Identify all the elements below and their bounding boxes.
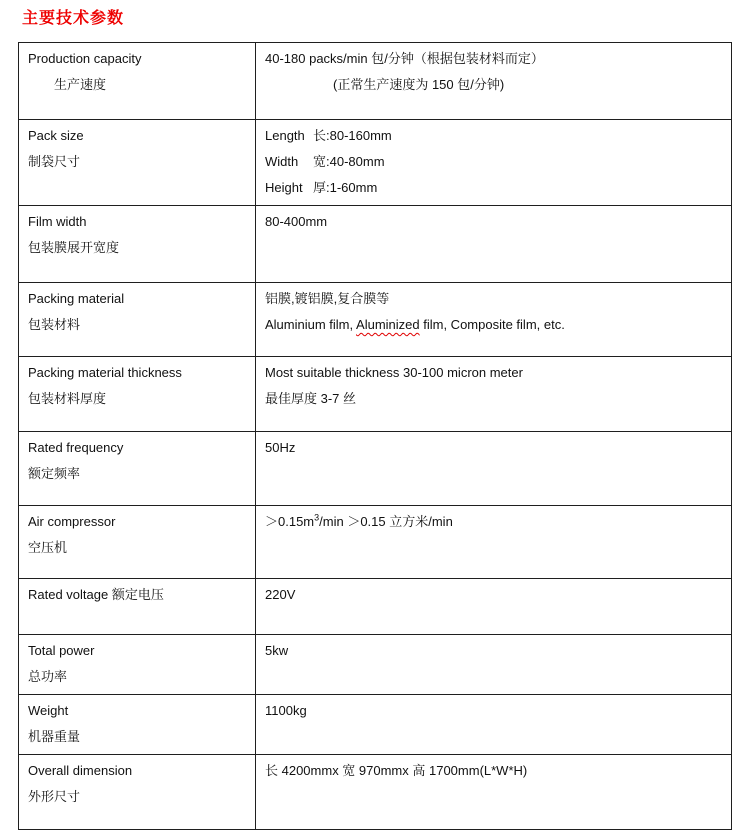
param-name-en: Weight	[28, 703, 69, 718]
param-value-line: 铝膜,镀铝膜,复合膜等	[265, 291, 390, 306]
param-name-zh: 外形尺寸	[28, 789, 81, 804]
dimension-value: 厚:1-60mm	[313, 180, 378, 195]
param-name-en: Packing material thickness	[28, 365, 182, 380]
param-name-cell-weight	[19, 695, 256, 755]
param-value-line: 50Hz	[265, 440, 296, 455]
param-value-cell-air-compressor	[256, 506, 732, 579]
param-name-en: Air compressor	[28, 514, 116, 529]
table-row-film-width	[19, 206, 732, 283]
param-value-cell-weight	[256, 695, 732, 755]
value-text-segment: film, Composite film, etc.	[419, 317, 565, 332]
table-row-rated-voltage	[19, 579, 732, 635]
param-name-cell-packing-material	[19, 283, 256, 357]
value-text-segment: ＞0.15m	[265, 514, 315, 529]
param-name-cell-film-width	[19, 206, 256, 283]
param-name-cell-production-capacity	[19, 43, 256, 120]
dimension-label: Height	[265, 180, 303, 195]
spec-table	[18, 42, 732, 830]
param-value-line	[265, 153, 723, 170]
spec-sheet	[0, 8, 750, 822]
dimension-value: 宽:40-80mm	[313, 154, 385, 169]
table-row-overall-dimension	[19, 755, 732, 830]
param-value-line: Most suitable thickness 30-100 micron meter	[265, 365, 523, 380]
param-value-cell-pack-size	[256, 120, 732, 206]
dimension-label: Length	[265, 128, 305, 143]
table-row-production-capacity	[19, 43, 732, 120]
param-name-cell-air-compressor	[19, 506, 256, 579]
param-value-line: 1100kg	[265, 703, 307, 718]
param-name-cell-rated-frequency	[19, 432, 256, 506]
param-name-en: Packing material	[28, 291, 125, 306]
param-value-line: 长 4200mmx 宽 970mmx 高 1700mm(L*W*H)	[265, 763, 528, 778]
param-name-zh: 制袋尺寸	[28, 154, 81, 169]
param-name-en: Rated voltage 额定电压	[28, 587, 164, 602]
param-name-zh: 包装膜展开宽度	[28, 240, 120, 255]
param-name-en: Pack size	[28, 128, 84, 143]
page-title: 主要技术参数	[22, 10, 125, 27]
param-name-zh: 机器重量	[28, 729, 81, 744]
param-value-cell-film-width	[256, 206, 732, 283]
param-name-zh: 总功率	[28, 669, 68, 684]
param-name-zh: 包装材料	[28, 317, 81, 332]
param-name-cell-overall-dimension	[19, 755, 256, 830]
value-text-segment: Aluminium film,	[265, 317, 357, 332]
param-name-zh: 包装材料厚度	[28, 391, 107, 406]
table-row-total-power	[19, 635, 732, 695]
param-value-line: 40-180 packs/min 包/分钟（根据包装材料而定）	[265, 51, 544, 66]
dimension-value: 长:80-160mm	[313, 128, 392, 143]
table-row-packing-material-thickness	[19, 357, 732, 432]
param-name-en: Rated frequency	[28, 440, 124, 455]
param-name-cell-rated-voltage	[19, 579, 256, 635]
param-value-cell-packing-material-thickness	[256, 357, 732, 432]
value-text-segment: /min ＞0.15 立方米/min	[319, 514, 453, 529]
param-value-cell-packing-material	[256, 283, 732, 357]
param-name-zh: 空压机	[28, 540, 68, 555]
table-row-pack-size	[19, 120, 732, 206]
param-value-cell-overall-dimension	[256, 755, 732, 830]
param-value-line	[265, 513, 723, 530]
param-value-line: 220V	[265, 587, 296, 602]
param-value-cell-production-capacity	[256, 43, 732, 120]
param-value-cell-total-power	[256, 635, 732, 695]
param-name-en: Film width	[28, 214, 87, 229]
param-value-cell-rated-frequency	[256, 432, 732, 506]
table-row-rated-frequency	[19, 432, 732, 506]
param-name-zh: 额定频率	[28, 466, 81, 481]
table-row-packing-material	[19, 283, 732, 357]
param-name-cell-pack-size	[19, 120, 256, 206]
param-name-en: Total power	[28, 643, 95, 658]
param-value-line: 5kw	[265, 643, 289, 658]
param-value-line: 80-400mm	[265, 214, 328, 229]
param-name-cell-total-power	[19, 635, 256, 695]
param-value-line	[265, 316, 723, 333]
spec-table-body	[19, 43, 732, 830]
param-name-en: Production capacity	[28, 51, 142, 66]
param-name-zh: 生产速度	[54, 77, 107, 92]
param-name-cell-packing-material-thickness	[19, 357, 256, 432]
spellcheck-underline-word: Aluminized	[356, 317, 420, 332]
param-value-line	[265, 127, 723, 144]
param-value-cell-rated-voltage	[256, 579, 732, 635]
param-value-line: 最佳厚度 3-7 丝	[265, 391, 357, 406]
param-value-line	[265, 179, 723, 196]
table-row-weight	[19, 695, 732, 755]
table-row-air-compressor	[19, 506, 732, 579]
dimension-label: Width	[265, 154, 299, 169]
param-value-line: (正常生产速度为 150 包/分钟)	[333, 77, 505, 92]
superscript-text: 3	[314, 512, 320, 523]
param-name-en: Overall dimension	[28, 763, 133, 778]
